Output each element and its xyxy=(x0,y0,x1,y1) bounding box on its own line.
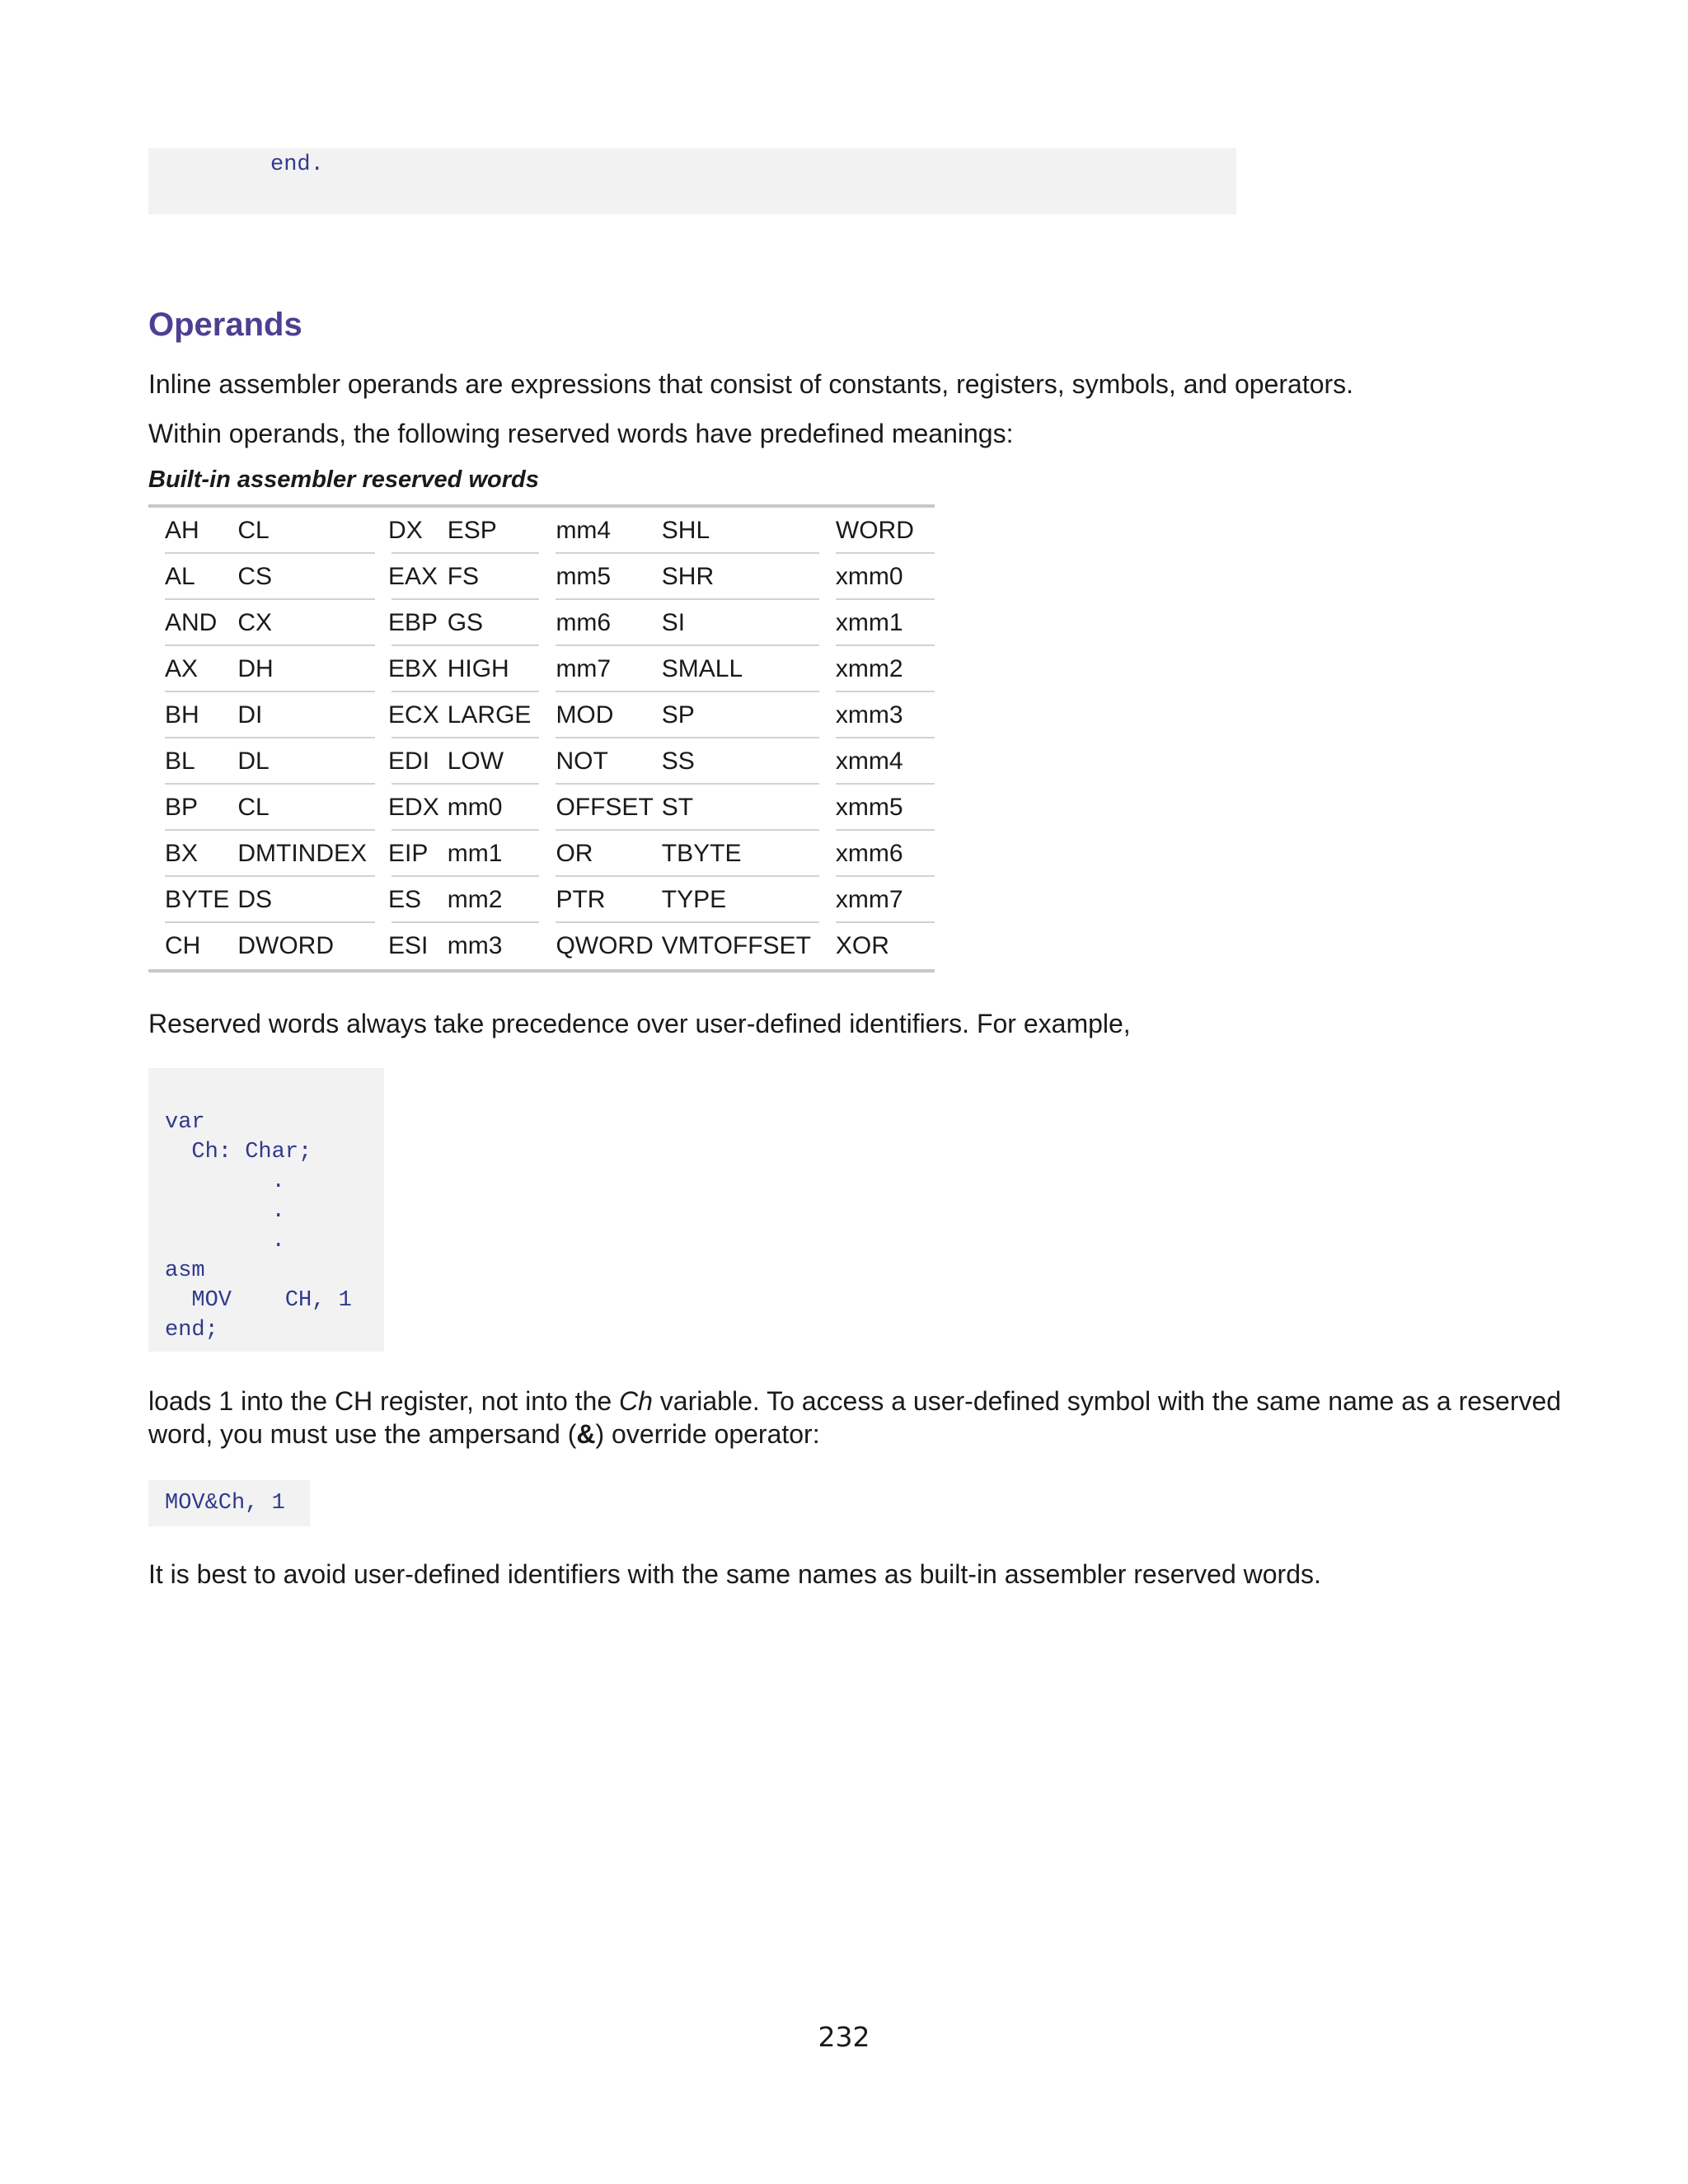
code-line: Ch: Char; xyxy=(165,1140,312,1165)
code-line: . xyxy=(165,1199,285,1224)
table-cell: mm5 xyxy=(539,554,661,600)
code-line: . xyxy=(165,1229,285,1254)
paragraph-best-practice: It is best to avoid user-defined identifiers with the same names as built-in assembler reserved words. xyxy=(148,1559,1321,1589)
code-block-var-example xyxy=(148,1068,384,1352)
table-cell: OR xyxy=(539,831,661,877)
table-cell: CL xyxy=(237,508,375,554)
table-row xyxy=(148,646,935,692)
table-cell: CX xyxy=(237,600,375,646)
table-cell: LOW xyxy=(448,738,540,785)
table-row xyxy=(148,831,935,877)
table-cell: ECX xyxy=(375,692,448,738)
code-line: MOV CH, 1 xyxy=(165,1288,352,1313)
table-cell: xmm3 xyxy=(819,692,935,738)
table-cell: SHR xyxy=(662,554,819,600)
table-cell: mm1 xyxy=(448,831,540,877)
table-row xyxy=(148,877,935,923)
table-cell: ESI xyxy=(388,932,429,959)
paragraph-operands-definition: Inline assembler operands are expressions that consist of constants, registers, symbols, and operators. xyxy=(148,369,1354,399)
table-cell: mm4 xyxy=(539,508,661,554)
table-cell: DI xyxy=(237,692,375,738)
table-row xyxy=(148,692,935,738)
reserved-words-table xyxy=(148,504,935,972)
table-cell: xmm5 xyxy=(819,785,935,831)
table-cell: mm2 xyxy=(448,877,540,923)
table-cell: BH xyxy=(148,692,237,738)
table-cell: DH xyxy=(237,646,375,692)
table-cell: mm3 xyxy=(447,932,503,959)
table-row xyxy=(148,600,935,646)
text-span: ) override operator: xyxy=(595,1419,820,1449)
table-cell: GS xyxy=(448,600,540,646)
table-row xyxy=(148,738,935,785)
table-cell: AND xyxy=(148,600,237,646)
table-cell: EDX xyxy=(375,785,448,831)
table-cell: OFFSET xyxy=(539,785,661,831)
table-cell: BL xyxy=(148,738,237,785)
table-cell: xmm4 xyxy=(819,738,935,785)
table-cell: QWORD xyxy=(556,932,654,959)
bold-ampersand: & xyxy=(576,1419,596,1449)
code-line: asm xyxy=(165,1258,205,1283)
table-cell: DS xyxy=(237,877,375,923)
table-cell: XOR xyxy=(835,932,889,959)
table-cell: ES xyxy=(375,877,448,923)
table-cell: ST xyxy=(662,785,819,831)
code-line: var xyxy=(165,1110,205,1135)
table-cell: xmm0 xyxy=(819,554,935,600)
table-cell: SMALL xyxy=(662,646,819,692)
table-cell: BX xyxy=(148,831,237,877)
paragraph-ampersand-override xyxy=(148,1385,1566,1451)
table-cell: CH xyxy=(165,932,201,959)
code-line: end. xyxy=(270,152,324,177)
table-cell: LARGE xyxy=(448,692,540,738)
table-cell: SS xyxy=(662,738,819,785)
table-cell: DMTINDEX xyxy=(237,831,375,877)
table-cell: EDI xyxy=(375,738,448,785)
page-number: 232 xyxy=(818,2021,870,2053)
table-cell: PTR xyxy=(539,877,661,923)
table-cell: xmm2 xyxy=(819,646,935,692)
table-cell: SP xyxy=(662,692,819,738)
table-cell: AL xyxy=(148,554,237,600)
table-cell: VMTOFFSET xyxy=(661,932,811,959)
table-row xyxy=(148,554,935,600)
table-cell: mm6 xyxy=(539,600,661,646)
table-cell: CS xyxy=(237,554,375,600)
table-row xyxy=(148,508,935,554)
table-row xyxy=(148,785,935,831)
table-cell: CL xyxy=(237,785,375,831)
table-cell: DWORD xyxy=(237,932,335,959)
table-cell: TYPE xyxy=(662,877,819,923)
table-cell: TBYTE xyxy=(662,831,819,877)
table-cell: BYTE xyxy=(148,877,237,923)
table-cell: mm0 xyxy=(448,785,540,831)
code-line: end; xyxy=(165,1318,218,1343)
table-cell: MOD xyxy=(539,692,661,738)
table-cell: xmm6 xyxy=(819,831,935,877)
table-cell: NOT xyxy=(539,738,661,785)
table-cell: EAX xyxy=(375,554,448,600)
table-cell: DL xyxy=(237,738,375,785)
table-row xyxy=(148,923,935,969)
italic-identifier: Ch xyxy=(619,1386,653,1416)
table-cell: AH xyxy=(148,508,237,554)
table-cell: EBP xyxy=(375,600,448,646)
table-cell: ESP xyxy=(448,508,540,554)
code-line: . xyxy=(165,1169,285,1194)
section-title: Operands xyxy=(148,307,302,343)
text-span: loads 1 into the CH register, not into the xyxy=(148,1386,619,1416)
code-block-end xyxy=(148,148,1236,214)
table-cell: SHL xyxy=(662,508,819,554)
table-cell: HIGH xyxy=(448,646,540,692)
text-span: variable. To access a user-defined symbol with the same name as a reserved word, you must use the ampersand ( xyxy=(148,1386,1562,1449)
table-cell: AX xyxy=(148,646,237,692)
table-cell: EIP xyxy=(375,831,448,877)
table-cell: FS xyxy=(448,554,540,600)
table-cell: xmm1 xyxy=(819,600,935,646)
table-cell: mm7 xyxy=(539,646,661,692)
paragraph-reserved-intro: Within operands, the following reserved words have predefined meanings: xyxy=(148,419,1014,448)
table-cell: SI xyxy=(662,600,819,646)
code-block-mov-ampersand xyxy=(148,1480,310,1526)
table-cell: EBX xyxy=(375,646,448,692)
table-cell: xmm7 xyxy=(819,877,935,923)
code-line: MOV&Ch, 1 xyxy=(165,1491,285,1516)
table-caption: Built-in assembler reserved words xyxy=(148,466,539,493)
paragraph-precedence: Reserved words always take precedence over user-defined identifiers. For example, xyxy=(148,1009,1131,1038)
table-cell: BP xyxy=(148,785,237,831)
table-cell: WORD xyxy=(819,508,935,554)
table-cell: DX xyxy=(375,508,448,554)
